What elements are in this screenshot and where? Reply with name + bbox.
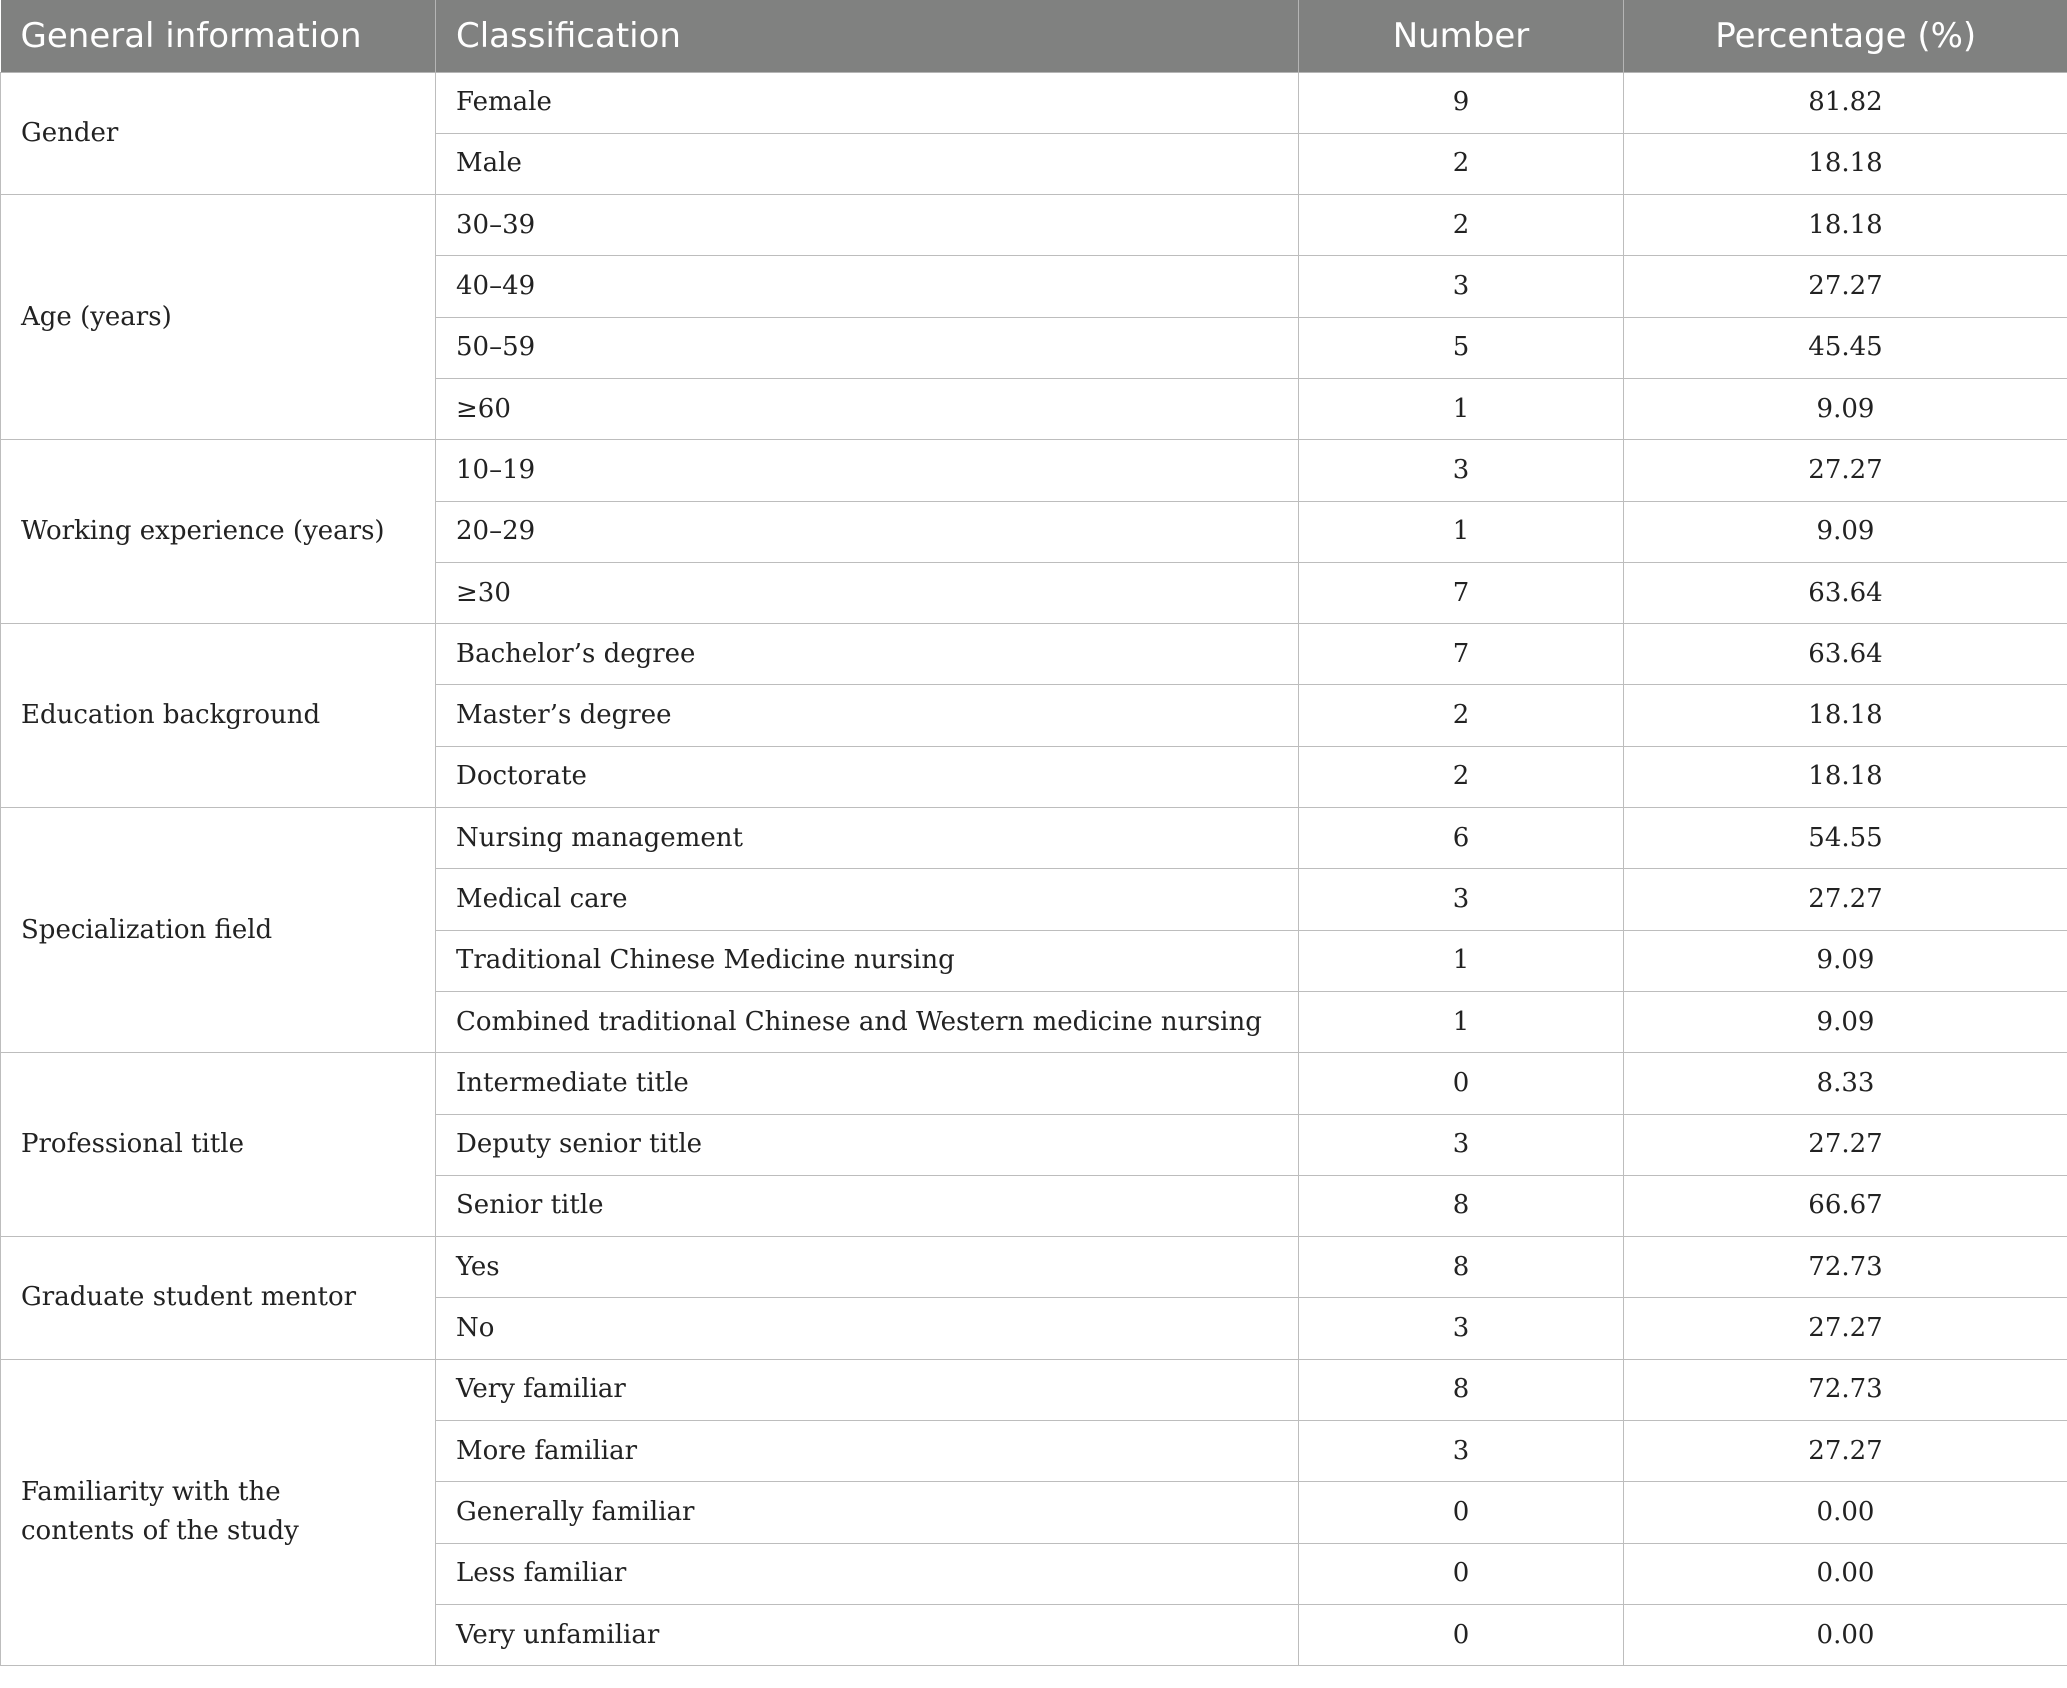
percentage-cell: 72.73 — [1624, 1237, 2067, 1298]
percentage-cell: 54.55 — [1624, 808, 2067, 869]
percentage-cell: 18.18 — [1624, 685, 2067, 746]
percentage-cell: 0.00 — [1624, 1604, 2067, 1665]
header-classification: Classification — [436, 0, 1299, 72]
classification-cell: Combined traditional Chinese and Western medicine nursing — [436, 991, 1299, 1052]
category-cell: Age (years) — [1, 195, 436, 440]
classification-cell: 40–49 — [436, 256, 1299, 317]
classification-cell: Nursing management — [436, 808, 1299, 869]
percentage-cell: 9.09 — [1624, 501, 2067, 562]
number-cell: 6 — [1299, 808, 1624, 869]
classification-cell: Female — [436, 72, 1299, 133]
category-cell: Professional title — [1, 1053, 436, 1237]
classification-cell: Intermediate title — [436, 1053, 1299, 1114]
table-row — [1, 72, 2067, 133]
number-cell: 2 — [1299, 746, 1624, 807]
classification-cell: Traditional Chinese Medicine nursing — [436, 930, 1299, 991]
percentage-cell: 63.64 — [1624, 624, 2067, 685]
number-cell: 9 — [1299, 72, 1624, 133]
number-cell: 3 — [1299, 256, 1624, 317]
number-cell: 0 — [1299, 1482, 1624, 1543]
percentage-cell: 27.27 — [1624, 1114, 2067, 1175]
percentage-cell: 63.64 — [1624, 562, 2067, 623]
percentage-cell: 27.27 — [1624, 869, 2067, 930]
percentage-cell: 9.09 — [1624, 378, 2067, 439]
number-cell: 2 — [1299, 133, 1624, 194]
category-cell: Gender — [1, 72, 436, 195]
classification-cell: 30–39 — [436, 195, 1299, 256]
classification-cell: 20–29 — [436, 501, 1299, 562]
category-cell: Working experience (years) — [1, 440, 436, 624]
number-cell: 3 — [1299, 1298, 1624, 1359]
percentage-cell: 72.73 — [1624, 1359, 2067, 1420]
number-cell: 1 — [1299, 501, 1624, 562]
percentage-cell: 9.09 — [1624, 930, 2067, 991]
classification-cell: ≥60 — [436, 378, 1299, 439]
number-cell: 0 — [1299, 1053, 1624, 1114]
percentage-cell: 18.18 — [1624, 746, 2067, 807]
table-row — [1, 1053, 2067, 1114]
classification-cell: No — [436, 1298, 1299, 1359]
table-header — [1, 0, 2067, 72]
classification-cell: Male — [436, 133, 1299, 194]
category-cell: Familiarity with the contents of the study — [1, 1359, 436, 1665]
classification-cell: Yes — [436, 1237, 1299, 1298]
number-cell: 1 — [1299, 991, 1624, 1052]
percentage-cell: 18.18 — [1624, 133, 2067, 194]
classification-cell: More familiar — [436, 1421, 1299, 1482]
number-cell: 5 — [1299, 317, 1624, 378]
number-cell: 1 — [1299, 378, 1624, 439]
table-row — [1, 195, 2067, 256]
percentage-cell: 18.18 — [1624, 195, 2067, 256]
percentage-cell: 27.27 — [1624, 256, 2067, 317]
percentage-cell: 66.67 — [1624, 1175, 2067, 1236]
number-cell: 7 — [1299, 562, 1624, 623]
header-number: Number — [1299, 0, 1624, 72]
classification-cell: Master’s degree — [436, 685, 1299, 746]
number-cell: 3 — [1299, 1114, 1624, 1175]
percentage-cell: 0.00 — [1624, 1482, 2067, 1543]
category-cell: Graduate student mentor — [1, 1237, 436, 1360]
classification-cell: 10–19 — [436, 440, 1299, 501]
percentage-cell: 0.00 — [1624, 1543, 2067, 1604]
number-cell: 3 — [1299, 869, 1624, 930]
classification-cell: Medical care — [436, 869, 1299, 930]
category-cell: Education background — [1, 624, 436, 808]
percentage-cell: 27.27 — [1624, 440, 2067, 501]
header-row — [1, 0, 2067, 72]
table-row — [1, 1237, 2067, 1298]
classification-cell: Very familiar — [436, 1359, 1299, 1420]
classification-cell: Generally familiar — [436, 1482, 1299, 1543]
percentage-cell: 27.27 — [1624, 1421, 2067, 1482]
number-cell: 2 — [1299, 195, 1624, 256]
number-cell: 0 — [1299, 1543, 1624, 1604]
classification-cell: Less familiar — [436, 1543, 1299, 1604]
number-cell: 0 — [1299, 1604, 1624, 1665]
number-cell: 8 — [1299, 1175, 1624, 1236]
percentage-cell: 45.45 — [1624, 317, 2067, 378]
number-cell: 1 — [1299, 930, 1624, 991]
classification-cell: ≥30 — [436, 562, 1299, 623]
number-cell: 3 — [1299, 1421, 1624, 1482]
number-cell: 7 — [1299, 624, 1624, 685]
table-row — [1, 440, 2067, 501]
classification-cell: Bachelor’s degree — [436, 624, 1299, 685]
classification-cell: Senior title — [436, 1175, 1299, 1236]
number-cell: 2 — [1299, 685, 1624, 746]
table-row — [1, 808, 2067, 869]
number-cell: 8 — [1299, 1359, 1624, 1420]
table-body — [1, 72, 2067, 1666]
percentage-cell: 27.27 — [1624, 1298, 2067, 1359]
number-cell: 3 — [1299, 440, 1624, 501]
percentage-cell: 9.09 — [1624, 991, 2067, 1052]
classification-cell: Doctorate — [436, 746, 1299, 807]
classification-cell: Deputy senior title — [436, 1114, 1299, 1175]
category-cell: Specialization field — [1, 808, 436, 1053]
classification-cell: 50–59 — [436, 317, 1299, 378]
table-row — [1, 624, 2067, 685]
percentage-cell: 81.82 — [1624, 72, 2067, 133]
percentage-cell: 8.33 — [1624, 1053, 2067, 1114]
number-cell: 8 — [1299, 1237, 1624, 1298]
header-general-information: General information — [1, 0, 436, 72]
header-percentage: Percentage (%) — [1624, 0, 2067, 72]
classification-cell: Very unfamiliar — [436, 1604, 1299, 1665]
table-row — [1, 1359, 2067, 1420]
